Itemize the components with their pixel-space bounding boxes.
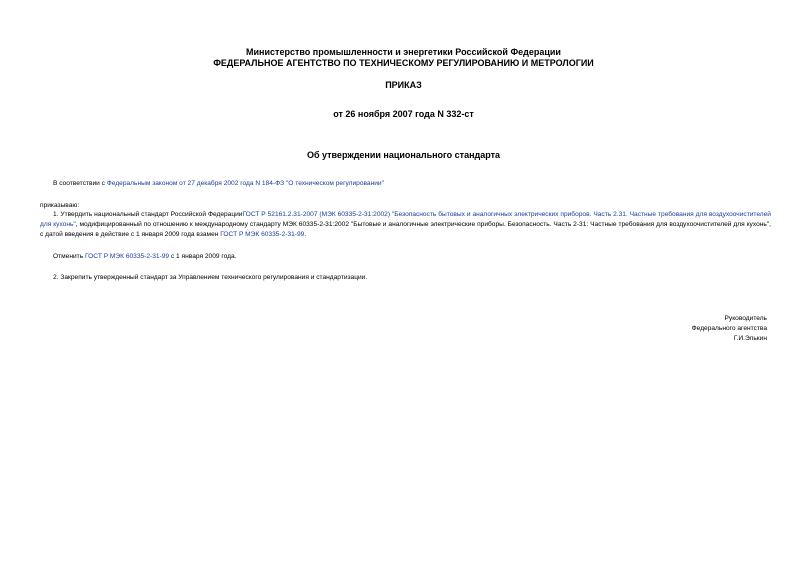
date-number: от 26 ноября 2007 года N 332-ст [333,109,474,119]
ministry-title: Министерство промышленности и энергетики Российской Федерации [246,47,561,57]
gost-52161-link[interactable]: ГОСТ Р 52161.2.31-2007 (МЭК 60335-2-31:2002) "Безопасность бытовых и аналогичных электрических приборов. Часть 2.31. Частные требования для воздухоочистителей для кухонь" [40,211,771,228]
intro-prefix: В соответствии с [53,180,107,187]
item-1-paragraph [40,210,771,240]
signature-org: Федерального агентства [691,325,767,332]
item-1-end: . [304,231,307,238]
orders-word: приказываю: [40,202,80,209]
gost-mek-link-1[interactable]: ГОСТ Р МЭК 60335-2-31-99 [220,231,305,238]
agency-title: ФЕДЕРАЛЬНОЕ АГЕНТСТВО ПО ТЕХНИЧЕСКОМУ РЕГУЛИРОВАНИЮ И МЕТРОЛОГИИ [213,58,594,68]
signature-name: Г.И.Элькин [733,335,767,342]
signature-title: Руководитель [724,315,767,322]
federal-law-link[interactable]: Федеральным законом от 27 декабря 2002 года N 184-ФЗ "О техническом регулировании" [106,180,384,187]
item-1-middle: , модифицированный по отношению к международному стандарту МЭК 60335-2-31:2002 "Бытовые и аналогичные электрические приборы. Безопасность. Часть 2-31: Частные требования для воздухоочистителей для кухонь", с датой введения в действие с 1 января 2009 года взамен [40,221,771,238]
cancel-prefix: Отменить [53,253,85,260]
item-2-paragraph: 2. Закрепить утвержденный стандарт за Управлением технического регулирования и стандартизации. [53,274,368,281]
document-subject: Об утверждении национального стандарта [306,150,501,160]
gost-mek-link-2[interactable]: ГОСТ Р МЭК 60335-2-31-99 [84,253,170,260]
item-1-prefix: 1. Утвердить национальный стандарт Российской Федерации [53,211,243,218]
intro-paragraph [53,179,384,189]
cancel-paragraph [53,252,237,262]
document-type: ПРИКАЗ [385,80,422,90]
cancel-suffix: с 1 января 2009 года. [169,253,237,260]
